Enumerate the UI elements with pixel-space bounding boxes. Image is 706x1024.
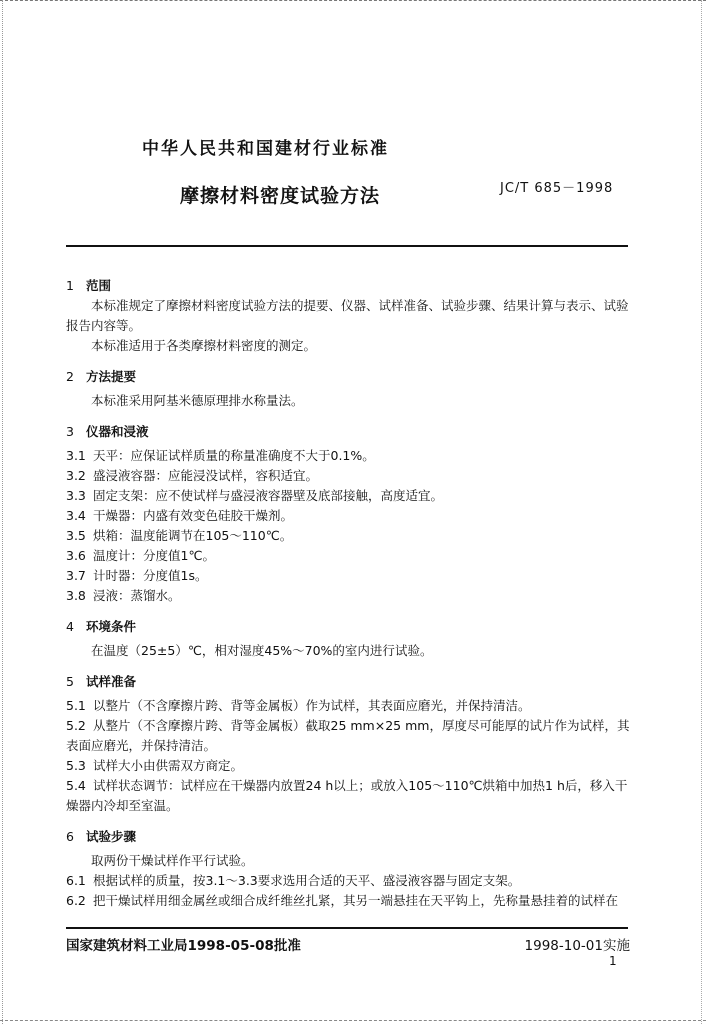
page-number: 1 (609, 954, 617, 968)
item-number: 6.2 (66, 893, 86, 908)
section-title: 试样准备 (86, 674, 137, 689)
list-item (66, 586, 632, 606)
item-number: 3.2 (66, 468, 86, 483)
section-number: 3 (66, 424, 74, 439)
item-text: 把干燥试样用细金属丝或细合成纤维丝扎紧，其另一端悬挂在天平钩上，先称量悬挂着的试样在 (93, 893, 619, 908)
document-title: 摩擦材料密度试验方法 (180, 185, 381, 207)
list-item (66, 716, 632, 756)
list-item (66, 506, 632, 526)
section-title: 范围 (86, 278, 112, 293)
approval-statement: 国家建筑材料工业局1998-05-08批准 (66, 938, 301, 954)
item-text: 从整片（不含摩擦片跨、背等金属板）截取25 mm×25 mm，厚度尽可能厚的试片作为试样，其表面应磨光，并保持清洁。 (66, 718, 630, 753)
item-number: 3.5 (66, 528, 86, 543)
list-item (66, 891, 632, 911)
item-text: 浸液：蒸馏水。 (93, 588, 181, 603)
scan-edge-right (701, 0, 703, 1024)
section-title: 试验步骤 (86, 829, 137, 844)
item-text: 天平：应保证试样质量的称量准确度不大于0.1%。 (93, 448, 375, 463)
list-item (66, 776, 632, 816)
item-number: 3.8 (66, 588, 86, 603)
item-text: 以整片（不含摩擦片跨、背等金属板）作为试样，其表面应磨光，并保持清洁。 (93, 698, 531, 713)
item-number: 5.4 (66, 778, 86, 793)
item-number: 5.3 (66, 758, 86, 773)
item-text: 计时器：分度值1s。 (93, 568, 208, 583)
item-text: 固定支架：应不使试样与盛浸液容器壁及底部接触，高度适宜。 (93, 488, 444, 503)
section-heading (66, 827, 632, 847)
implementation-date: 1998-10-01实施 (524, 938, 630, 954)
item-number: 3.4 (66, 508, 86, 523)
scan-edge-top (0, 0, 706, 3)
list-item (66, 756, 632, 776)
item-text: 盛浸液容器：应能浸没试样，容积适宜。 (93, 468, 319, 483)
list-item (66, 546, 632, 566)
header-rule (66, 245, 628, 247)
list-item (66, 526, 632, 546)
section-number: 6 (66, 829, 74, 844)
section-number: 4 (66, 619, 74, 634)
item-text: 根据试样的质量，按3.1～3.3要求选用合适的天平、盛浸液容器与固定支架。 (93, 873, 521, 888)
paragraph: 取两份干燥试样作平行试验。 (91, 853, 254, 868)
item-text: 试样大小由供需双方商定。 (93, 758, 244, 773)
section-number: 1 (66, 278, 74, 293)
item-number: 3.3 (66, 488, 86, 503)
section-heading (66, 367, 632, 387)
section-heading (66, 617, 632, 637)
item-number: 3.6 (66, 548, 86, 563)
section-heading (66, 276, 632, 296)
paragraph: 本标准采用阿基米德原理排水称量法。 (91, 393, 304, 408)
standard-category: 中华人民共和国建材行业标准 (142, 139, 389, 159)
section-title: 环境条件 (86, 619, 137, 634)
section-heading (66, 672, 632, 692)
standard-number: JC/T 685－1998 (500, 181, 614, 196)
item-text: 烘箱：温度能调节在105～110℃。 (93, 528, 293, 543)
section-heading (66, 422, 632, 442)
list-item (66, 871, 632, 891)
item-number: 6.1 (66, 873, 86, 888)
list-item (66, 566, 632, 586)
list-item (66, 446, 632, 466)
item-number: 5.2 (66, 718, 86, 733)
list-item (66, 486, 632, 506)
list-item (66, 696, 632, 716)
list-item (66, 466, 632, 486)
item-text: 温度计：分度值1℃。 (93, 548, 215, 563)
section-number: 5 (66, 674, 74, 689)
footer-rule (66, 927, 628, 929)
section-title: 仪器和浸液 (86, 424, 149, 439)
paragraph: 在温度（25±5）℃，相对湿度45%～70%的室内进行试验。 (91, 643, 433, 658)
item-number: 5.1 (66, 698, 86, 713)
scan-edge-bottom (0, 1020, 706, 1022)
item-number: 3.1 (66, 448, 86, 463)
document-body (66, 276, 632, 911)
section-title: 方法提要 (86, 369, 137, 384)
section-number: 2 (66, 369, 74, 384)
paragraph: 本标准适用于各类摩擦材料密度的测定。 (91, 338, 317, 353)
item-number: 3.7 (66, 568, 86, 583)
paragraph: 本标准规定了摩擦材料密度试验方法的提要、仪器、试样准备、试验步骤、结果计算与表示、试验报告内容等。 (66, 298, 629, 333)
scan-edge-left (2, 0, 4, 1024)
item-text: 试样状态调节：试样应在干燥器内放置24 h以上；或放入105～110℃烘箱中加热1 h后，移入干燥器内冷却至室温。 (66, 778, 628, 813)
item-text: 干燥器：内盛有效变色硅胶干燥剂。 (93, 508, 294, 523)
